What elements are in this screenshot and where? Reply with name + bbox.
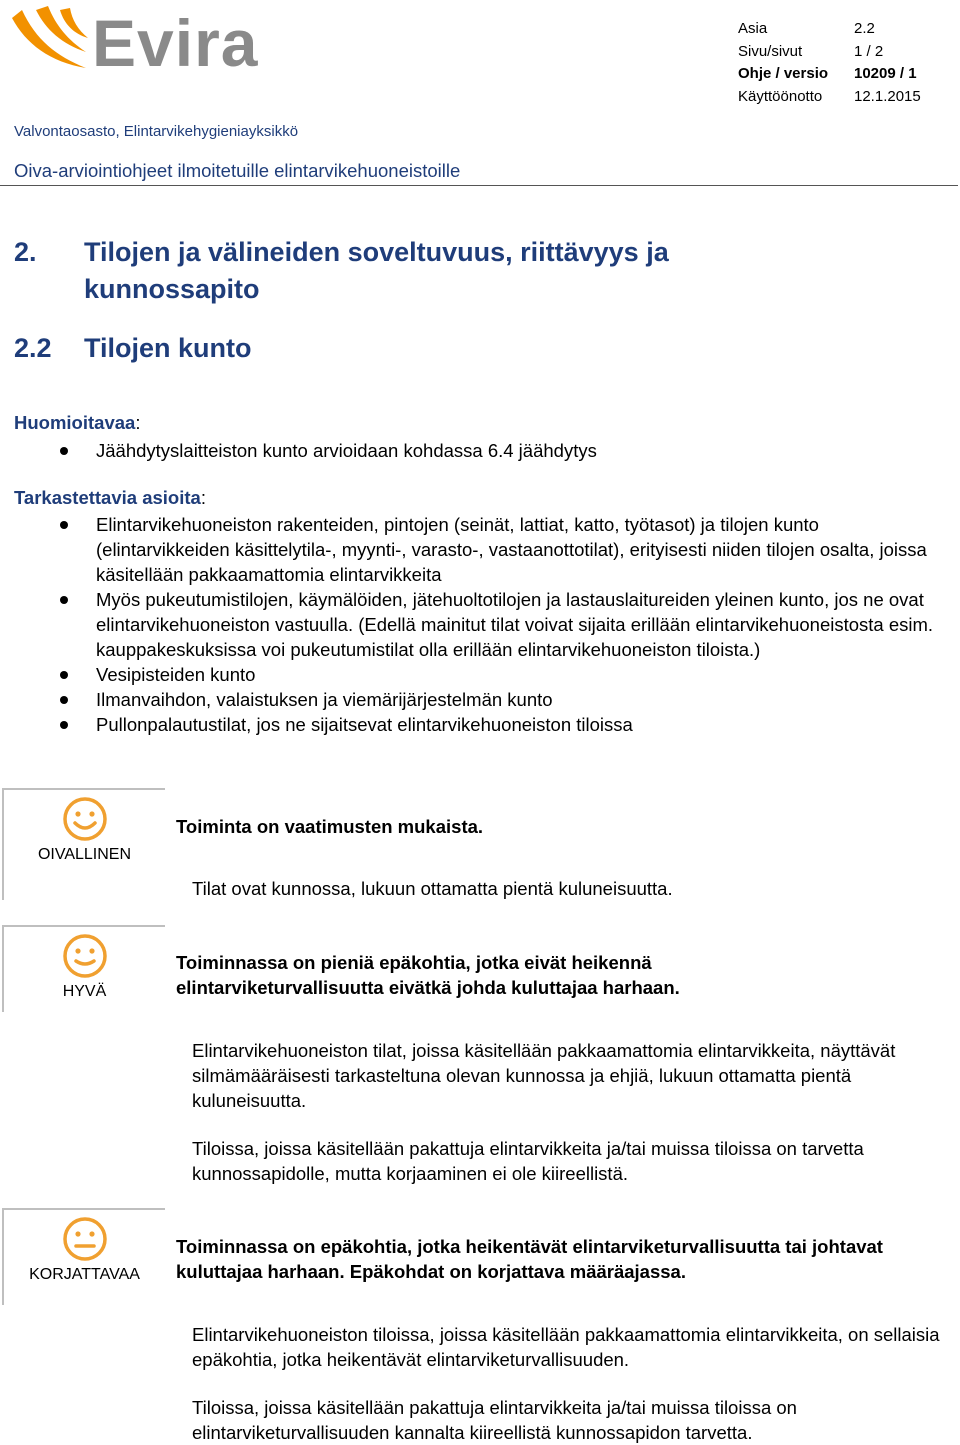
list-item-text: Pullonpalautustilat, jos ne sijaitsevat elintarvikehuoneiston tiloissa xyxy=(96,714,633,735)
checks-label: Tarkastettavia asioita: xyxy=(14,487,206,508)
smiley-smile-icon xyxy=(62,933,108,979)
bullet-icon xyxy=(60,521,68,529)
meta-key: Ohje / versio xyxy=(738,65,829,82)
section-heading xyxy=(14,234,814,314)
list-item xyxy=(60,438,950,463)
bullet-icon xyxy=(60,447,68,455)
bullet-icon xyxy=(60,696,68,704)
department: Valvontaosasto, Elintarvikehygieniayksikkö xyxy=(14,123,299,140)
rating-box-oivallinen xyxy=(2,788,165,900)
meta-row xyxy=(738,63,921,86)
header-divider xyxy=(0,185,958,186)
rating-text: Elintarvikehuoneiston tilat, joissa käsitellään pakkaamattomia elintarvikkeita, näyttävät silmämääräisesti tarkasteltuna olevan kunnossa ja ehjiä, lukuun ottamatta pientä kuluneisuutta. xyxy=(192,1040,896,1111)
smiley-neutral-icon xyxy=(62,1216,108,1262)
section-title: Tilojen ja välineiden soveltuvuus, riittävyys ja kunnossapito xyxy=(84,237,669,304)
rating-text: Tiloissa, joissa käsitellään pakattuja elintarvikkeita ja/tai muissa tiloissa on elintarviketurvallisuuden kannalta kiireellistä kunnossapidon tarvetta. xyxy=(192,1397,797,1443)
subsection-number: 2.2 xyxy=(14,333,52,363)
meta-value: 1 / 2 xyxy=(854,42,884,60)
list-item xyxy=(60,687,950,712)
bullet-icon xyxy=(60,671,68,679)
subsection-title: Tilojen kunto xyxy=(84,333,252,363)
list-item-text: Ilmanvaihdon, valaistuksen ja viemärijärjestelmän kunto xyxy=(96,689,553,710)
logo-text: Evira xyxy=(92,6,259,80)
meta-value: 12.1.2015 xyxy=(854,87,921,105)
document-subtitle: Oiva-arviointiohjeet ilmoitetuille elintarvikehuoneistoille xyxy=(14,160,461,181)
rating-title: Toiminnassa on epäkohtia, jotka heikentävät elintarviketurvallisuutta tai johtavat kuluttajaa harhaan. Epäkohdat on korjattava määräajassa. xyxy=(176,1236,883,1282)
bullet-icon xyxy=(60,596,68,604)
rating-box-hyva xyxy=(2,925,165,1012)
meta-value: 10209 / 1 xyxy=(854,65,917,82)
meta-value: 2.2 xyxy=(854,20,875,37)
list-item xyxy=(60,587,950,662)
rating-box-korjattavaa xyxy=(2,1208,165,1305)
meta-row xyxy=(738,86,921,109)
rating-text: Tilat ovat kunnossa, lukuun ottamatta pientä kuluneisuutta. xyxy=(192,878,673,899)
meta-key: Sivu/sivut xyxy=(738,42,803,60)
smiley-happy-icon xyxy=(62,796,108,842)
list-item xyxy=(60,512,950,587)
list-item-text: Vesipisteiden kunto xyxy=(96,664,256,685)
subsection-heading xyxy=(14,330,814,370)
bullet-icon xyxy=(60,721,68,729)
meta-key: Asia xyxy=(738,20,768,37)
list-item-text: Jäähdytyslaitteiston kunto arvioidaan kohdassa 6.4 jäähdytys xyxy=(96,440,597,461)
list-item-text: Myös pukeutumistilojen, käymälöiden, jätehuoltotilojen ja lastauslaitureiden yleinen kunto, jos ne ovat elintarvikehuoneiston vastuulla. (Edellä mainitut tilat voivat sijaita erillään elintarvikehuoneistosta esim. kauppakeskuksissa voi pukeutumistilat olla erillään elintarvikehuoneiston tiloista.) xyxy=(96,589,934,660)
meta-row xyxy=(738,18,921,41)
logo-sun-icon xyxy=(6,4,90,84)
evira-logo xyxy=(6,4,259,84)
checks-list xyxy=(60,512,950,737)
section-number: 2. xyxy=(14,237,37,267)
rating-text: Tiloissa, joissa käsitellään pakattuja elintarvikkeita ja/tai muissa tiloissa on tarvetta kunnossapidolle, mutta korjaaminen ei ole kiireellistä. xyxy=(192,1138,864,1184)
rating-label: OIVALLINEN xyxy=(37,846,132,863)
meta-row xyxy=(738,41,921,64)
notes-label: Huomioitavaa: xyxy=(14,412,141,433)
rating-label: KORJATTAVAA xyxy=(29,1266,140,1283)
list-item-text: Elintarvikehuoneiston rakenteiden, pintojen (seinät, lattiat, katto, työtasot) ja tilojen kunto (elintarvikkeiden käsittelytila-, myynti-, varasto-, vastaanottotilat), erityisesti niiden tilojen osalta, joissa käsitellään pakkaamattomia elintarvikkeita xyxy=(96,514,927,585)
rating-title: Toiminta on vaatimusten mukaista. xyxy=(176,816,484,837)
rating-label: HYVÄ xyxy=(62,983,107,1000)
list-item xyxy=(60,712,950,737)
document-meta xyxy=(738,18,921,108)
notes-list xyxy=(60,438,950,463)
rating-title: Toiminnassa on pieniä epäkohtia, jotka eivät heikennä elintarviketurvallisuutta eivätkä johda kuluttajaa harhaan. xyxy=(176,952,680,998)
rating-text: Elintarvikehuoneiston tiloissa, joissa käsitellään pakkaamattomia elintarvikkeita, on sellaisia epäkohtia, jotka heikentävät elintarviketurvallisuuden. xyxy=(192,1324,940,1370)
list-item xyxy=(60,662,950,687)
meta-key: Käyttöönotto xyxy=(738,87,823,105)
